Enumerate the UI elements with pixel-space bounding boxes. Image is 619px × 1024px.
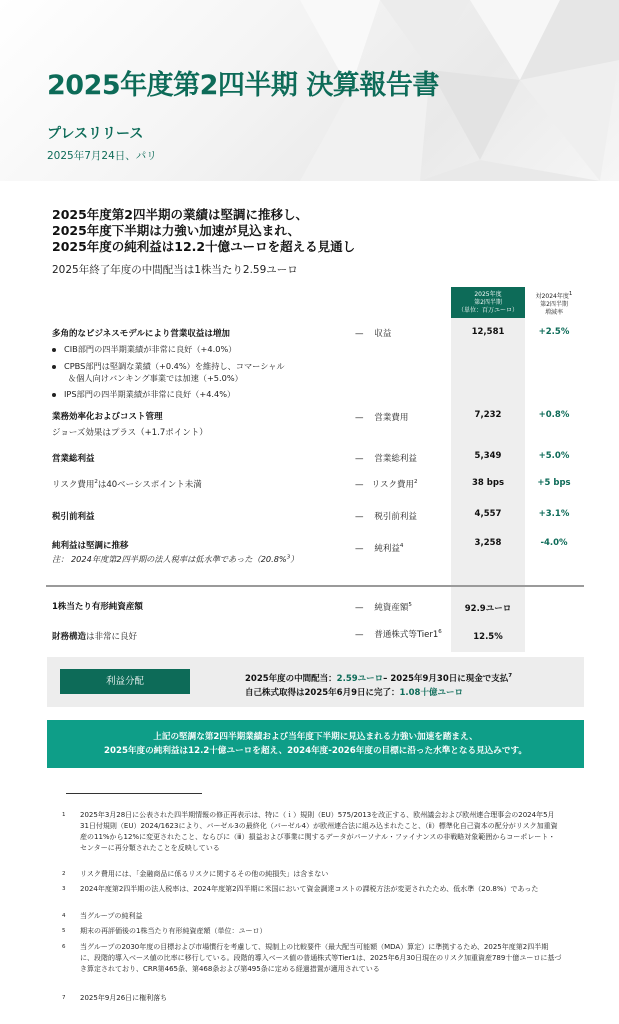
row-pretax-title: 税引前利益 [52, 512, 95, 522]
tax-rate-note: 注： 2024年度第2四半期の法人税率は低水準であった（20.8%$^3$） [52, 554, 299, 564]
interim-dividend-line: 2025年度の中間配当：2.59ユーロ– 2025年9月30日に現金で支払$^7$ [245, 673, 513, 684]
outlook-banner [47, 720, 584, 768]
row-revenue-value: 12,581 [471, 327, 505, 337]
row-net-value: 3,258 [474, 538, 502, 548]
footnote: 4 当グループの純利益 [62, 912, 143, 920]
row-opex-change: +0.8% [538, 410, 570, 420]
row-cet1-title: 財務構造は非常に良好 [52, 632, 138, 642]
page-title: 2025年度第2四半期 決算報告書 [47, 70, 439, 101]
footnote: 1 2025年3月28日に公表された四半期情報の修正再表示は、特に（ｉ）規則（EU）575/2013を改正する、欧州議会および欧州連合理事会の2024年5月31日付規則（EU）2024/1623により、バーゼル3の最終化（バーゼル4）が欧州連合法に組み込まれたこと、（ⅱ）標準化自己資本の配分がリスク加重資産の11%から12%に変更されたこと、ならびに（ⅲ）損益および事業に関するデータがパーソナル・ファイナンスの非戦略対象範囲からコーポレート・センターに再分類されたことを反映している [62, 811, 558, 852]
share-buyback-line: 自己株式取得は2025年6月9日に完了：1.08十億ユーロ [245, 688, 463, 698]
row-revenue-title: 多角的なビジネスモデルにより営業収益は増加 [52, 329, 230, 339]
row-goi-metric: — 営業総利益 [355, 454, 417, 464]
row-opex-title: 業務効率化およびコスト管理 [52, 412, 163, 422]
bullet-item: CIB部門の四半期業績が非常に良好（+4.0%） [52, 343, 236, 355]
row-cor-metric: — リスク費用$^2$ [355, 479, 418, 490]
headline-line-1: 2025年度第2四半期の業績は堅調に推移し、 [52, 207, 308, 222]
jaws-note: ジョーズ効果はプラス（+1.7ポイント） [52, 428, 208, 438]
row-opex-value: 7,232 [474, 410, 502, 420]
row-goi-change: +5.0% [538, 451, 570, 461]
outlook-line-2: 2025年度の純利益は12.2十億ユーロを超え、2024年度-2026年度の目標に沿った水準となる見込みです。 [104, 746, 527, 756]
change-column-header: 対2024年度$^1$ 第2四半期 増減率 [535, 291, 573, 316]
value-column-header: 2025年度 第2四半期 （単位：百万ユーロ） [451, 287, 525, 318]
row-net-change: -4.0% [540, 538, 568, 548]
row-net-metric: — 純利益$^4$ [355, 543, 404, 554]
bullet-item-continued: ＆個人向けバンキング事業では加速（+5.0%） [68, 373, 243, 383]
row-revenue-metric: — 収益 [355, 329, 392, 339]
row-cor-value: 38 bps [471, 478, 505, 488]
headline-line-3: 2025年度の純利益は12.2十億ユーロを超える見通し [52, 239, 356, 254]
footnote-separator [66, 793, 202, 794]
section-divider [46, 585, 584, 587]
row-pretax-metric: — 税引前利益 [355, 512, 417, 522]
row-net-title: 純利益は堅調に推移 [52, 541, 129, 551]
footnote: 5 期末の再評価後の1株当たり有形純資産額（単位：ユーロ） [62, 927, 267, 935]
value-column-band [451, 287, 525, 652]
outlook-line-1: 上記の堅調な第2四半期業績および当年度下半期に見込まれる力強い加速を踏まえ、 [153, 732, 478, 742]
row-tnav-title: 1株当たり有形純資産額 [52, 602, 143, 612]
row-cet1-metric: — 普通株式等$Tier1^6$ [355, 629, 442, 640]
dividend-statement: 2025年終了年度の中間配当は1株当たり2.59ユーロ [52, 264, 298, 276]
row-tnav-metric: — 純資産額$^5$ [355, 602, 412, 613]
footnote: 7 2025年9月26日に権利落ち [62, 994, 168, 1002]
row-pretax-change: +3.1% [538, 509, 570, 519]
bullet-item: IPS部門の四半期業績が非常に良好（+4.4%） [52, 388, 235, 400]
row-goi-value: 5,349 [474, 451, 502, 461]
dateline: 2025年7月24日、パリ [47, 150, 157, 162]
distribution-label: 利益分配 [60, 669, 190, 694]
row-pretax-value: 4,557 [474, 509, 502, 519]
headline-line-2: 2025年度下半期は力強い加速が見込まれ、 [52, 223, 301, 238]
row-tnav-value: 92.9ユーロ [464, 604, 512, 614]
footnote: 2 リスク費用には、「金融商品に係るリスクに関するその他の純損失」は含まない [62, 870, 329, 878]
footnote: 3 2024年度第2四半期の法人税率は、2024年度第2四半期に米国において資金調達コストの課税方法が変更されたため、低水準（20.8%）であった [62, 885, 539, 893]
row-cet1-value: 12.5% [473, 632, 503, 642]
headline [52, 207, 355, 255]
footnote: 6 当グループの2030年度の目標および市場慣行を考慮して、規制上の比較要件（最大配当可能額（MDA）算定）に準拠するため、2025年度第2四半期に、段階的導入ベース値の比率に移行している。段階的導入ベース値の普通株式等Tier1は、2025年6月30日現在のリスク加重資産789十億ユーロに基づき算定されており、CRR第465条、第468条および第495条に定める経過措置が適用されている [62, 943, 562, 973]
row-opex-metric: — 営業費用 [355, 413, 409, 423]
row-revenue-change: +2.5% [538, 327, 570, 337]
press-release-label: プレスリリース [47, 126, 144, 142]
row-cor-title: リスク費用$^2$は40ベーシスポイント未満 [52, 479, 202, 490]
row-goi-title: 営業総利益 [52, 454, 95, 464]
bullet-item: CPBS部門は堅調な業績（+0.4%）を維持し、コマーシャル [52, 360, 285, 372]
row-cor-change: +5 bps [537, 478, 571, 488]
